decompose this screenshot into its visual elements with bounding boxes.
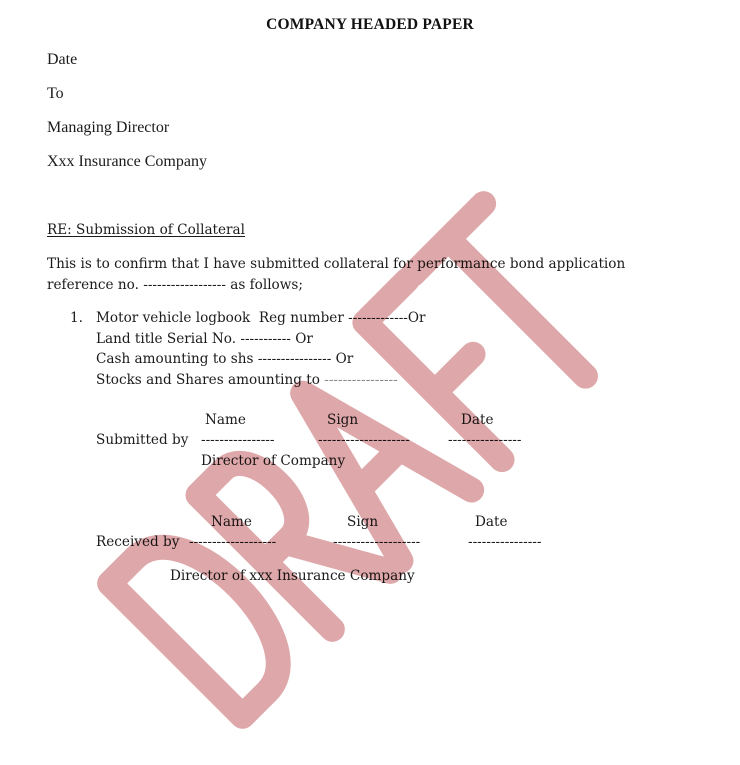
submitted-col-name: Name: [205, 412, 246, 428]
list-item-motor-vehicle: Motor vehicle logbook Reg number -------------Or: [96, 310, 426, 326]
submitted-col-sign: Sign: [327, 412, 359, 428]
submitted-by-label: Submitted by: [96, 432, 189, 448]
list-item-land-title: Land title Serial No. ----------- Or: [96, 331, 313, 347]
submitted-col-date: Date: [461, 412, 494, 428]
subject-line: RE: Submission of Collateral: [47, 222, 246, 238]
recipient-company: Xxx Insurance Company: [47, 153, 207, 170]
list-item-stocks: [96, 371, 398, 389]
received-col-date: Date: [475, 514, 508, 530]
received-by-label: Received by: [96, 534, 180, 550]
to-label: To: [47, 85, 64, 102]
list-number: 1.: [70, 310, 83, 326]
list-item-cash: Cash amounting to shs ---------------- Or: [96, 351, 354, 367]
submitted-date-blank: ----------------: [448, 432, 522, 448]
body-line-2: reference no. ------------------ as follows;: [47, 277, 303, 293]
received-col-sign: Sign: [347, 514, 379, 530]
submitted-sign-blank: --------------------: [318, 432, 410, 448]
submitted-role: Director of Company: [201, 453, 346, 469]
list-item-stocks-label: Stocks and Shares amounting to: [96, 372, 325, 388]
received-date-blank: ----------------: [468, 534, 542, 550]
received-name-blank: -------------------: [189, 534, 277, 550]
stocks-amount-blank: ----------------: [324, 372, 398, 388]
submitted-name-blank: ----------------: [201, 432, 275, 448]
received-col-name: Name: [211, 514, 252, 530]
received-role: Director of xxx Insurance Company: [170, 568, 415, 584]
recipient-title: Managing Director: [47, 119, 170, 136]
document-title: COMPANY HEADED PAPER: [266, 16, 474, 33]
watermark-letter-t: [413, 204, 621, 412]
date-label: Date: [47, 51, 78, 68]
body-line-1: This is to confirm that I have submitted collateral for performance bond application: [47, 256, 626, 272]
received-sign-blank: -------------------: [333, 534, 421, 550]
